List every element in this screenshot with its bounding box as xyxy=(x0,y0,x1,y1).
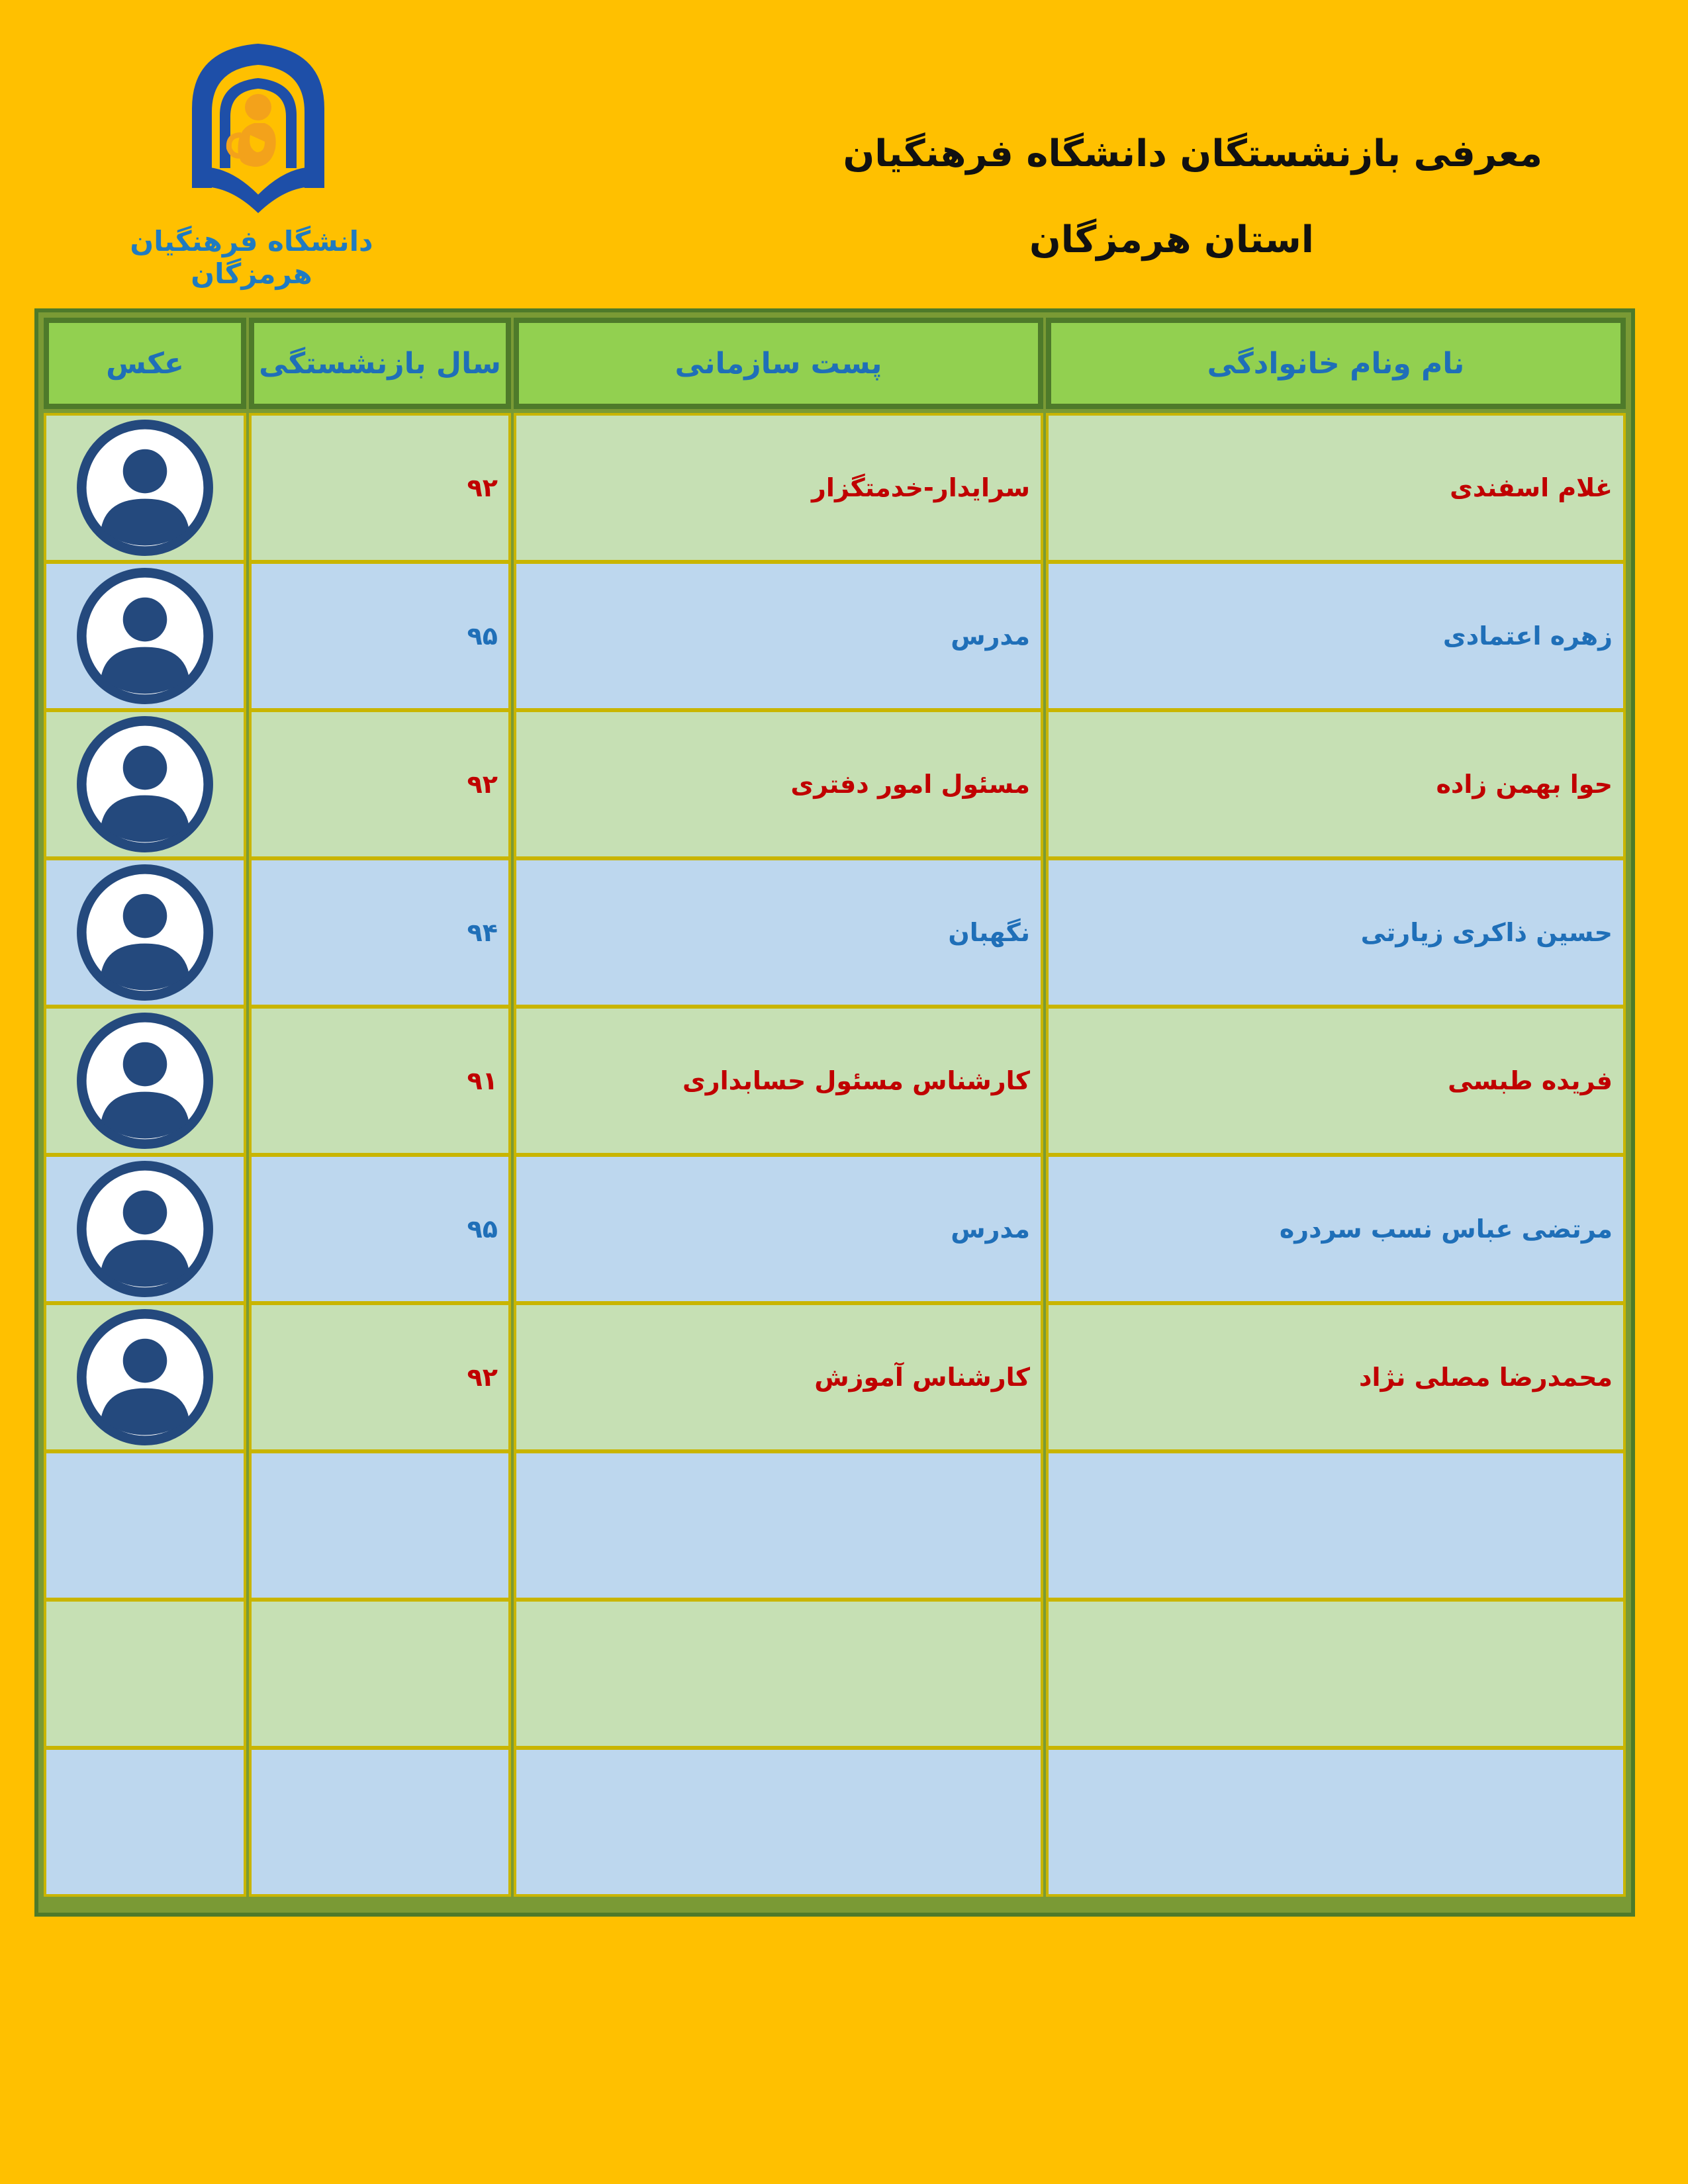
retirement-year-cell xyxy=(249,858,511,1007)
table-row xyxy=(44,1154,1626,1304)
retirement-year: ۹۲ xyxy=(467,770,498,799)
position-cell xyxy=(514,1302,1043,1452)
retirement-year: ۹۵ xyxy=(467,621,498,651)
column-header-retirement-year: سال بازنشستگی xyxy=(249,318,511,409)
position: سرایدار-خدمتگزار xyxy=(812,473,1030,502)
photo-cell xyxy=(44,709,246,859)
position-cell xyxy=(514,413,1043,563)
name-cell xyxy=(1046,1451,1626,1600)
full-name: حوا بهمن زاده xyxy=(1436,770,1613,799)
position: کارشناس آموزش xyxy=(814,1363,1030,1392)
position-cell xyxy=(514,709,1043,859)
full-name: حسین ذاکری زیارتی xyxy=(1360,918,1613,947)
retirement-year-cell xyxy=(249,1599,511,1749)
logo-caption: دانشگاه فرهنگیان هرمزگان xyxy=(130,225,373,290)
name-cell xyxy=(1046,561,1626,711)
name-cell xyxy=(1046,858,1626,1007)
full-name: محمدرضا مصلی نژاد xyxy=(1358,1363,1613,1392)
avatar-icon xyxy=(76,1160,214,1298)
retirement-year-cell xyxy=(249,1302,511,1452)
table-row xyxy=(44,1302,1626,1452)
photo-cell xyxy=(44,1006,246,1156)
position: مدرس xyxy=(951,1214,1030,1244)
full-name: مرتضی عباس نسب سردره xyxy=(1279,1214,1613,1244)
photo-cell xyxy=(44,413,246,563)
position: مدرس xyxy=(951,621,1030,651)
position-cell xyxy=(514,1154,1043,1304)
position-cell xyxy=(514,1451,1043,1600)
position: کارشناس مسئول حسابداری xyxy=(682,1066,1030,1095)
photo-cell xyxy=(44,858,246,1007)
name-cell xyxy=(1046,1599,1626,1749)
full-name: فریده طبسی xyxy=(1448,1066,1613,1095)
position-cell xyxy=(514,1006,1043,1156)
photo-cell xyxy=(44,1599,246,1749)
retirement-year: ۹۵ xyxy=(467,1214,498,1244)
photo-cell xyxy=(44,1302,246,1452)
page-title: معرفی بازنشستگان دانشگاه فرهنگیان xyxy=(843,132,1542,175)
position-cell xyxy=(514,561,1043,711)
retirement-year-cell xyxy=(249,1747,511,1897)
photo-cell xyxy=(44,561,246,711)
retirement-year-cell xyxy=(249,561,511,711)
name-cell xyxy=(1046,1006,1626,1156)
retirement-year-cell xyxy=(249,413,511,563)
photo-cell xyxy=(44,1451,246,1600)
column-header-position: پست سازمانی xyxy=(514,318,1043,409)
farhangian-university-logo-icon xyxy=(172,36,344,214)
table-row xyxy=(44,1747,1626,1897)
photo-cell xyxy=(44,1154,246,1304)
position-cell xyxy=(514,1747,1043,1897)
table-header xyxy=(44,318,1626,409)
avatar-icon xyxy=(76,1012,214,1150)
column-header-name: نام ونام خانوادگی xyxy=(1046,318,1626,409)
table-row xyxy=(44,709,1626,859)
name-cell xyxy=(1046,413,1626,563)
retirement-year: ۹۴ xyxy=(467,918,498,947)
table-row xyxy=(44,561,1626,711)
university-logo xyxy=(79,26,424,290)
name-cell xyxy=(1046,1302,1626,1452)
retirement-year-cell xyxy=(249,1154,511,1304)
page-subtitle: استان هرمزگان xyxy=(1029,218,1314,261)
photo-cell xyxy=(44,1747,246,1897)
full-name: زهره اعتمادی xyxy=(1442,621,1613,651)
name-cell xyxy=(1046,709,1626,859)
retirement-year: ۹۲ xyxy=(467,1363,498,1392)
table-row xyxy=(44,413,1626,563)
name-cell xyxy=(1046,1154,1626,1304)
table-row xyxy=(44,1599,1626,1749)
avatar-icon xyxy=(76,1308,214,1446)
table-row xyxy=(44,1006,1626,1156)
avatar-icon xyxy=(76,864,214,1001)
retirement-year-cell xyxy=(249,1451,511,1600)
retirement-year: ۹۱ xyxy=(467,1066,498,1095)
retirement-year: ۹۲ xyxy=(467,473,498,502)
table-row xyxy=(44,1451,1626,1600)
retirees-table xyxy=(34,308,1635,1917)
avatar-icon xyxy=(76,419,214,557)
position-cell xyxy=(514,858,1043,1007)
name-cell xyxy=(1046,1747,1626,1897)
position: مسئول امور دفتری xyxy=(790,770,1030,799)
avatar-icon xyxy=(76,715,214,853)
position-cell xyxy=(514,1599,1043,1749)
retirement-year-cell xyxy=(249,1006,511,1156)
full-name: غلام اسفندی xyxy=(1450,473,1613,502)
retirement-year-cell xyxy=(249,709,511,859)
position: نگهبان xyxy=(948,918,1030,947)
column-header-photo: عکس xyxy=(44,318,246,409)
table-row xyxy=(44,858,1626,1007)
avatar-icon xyxy=(76,567,214,705)
